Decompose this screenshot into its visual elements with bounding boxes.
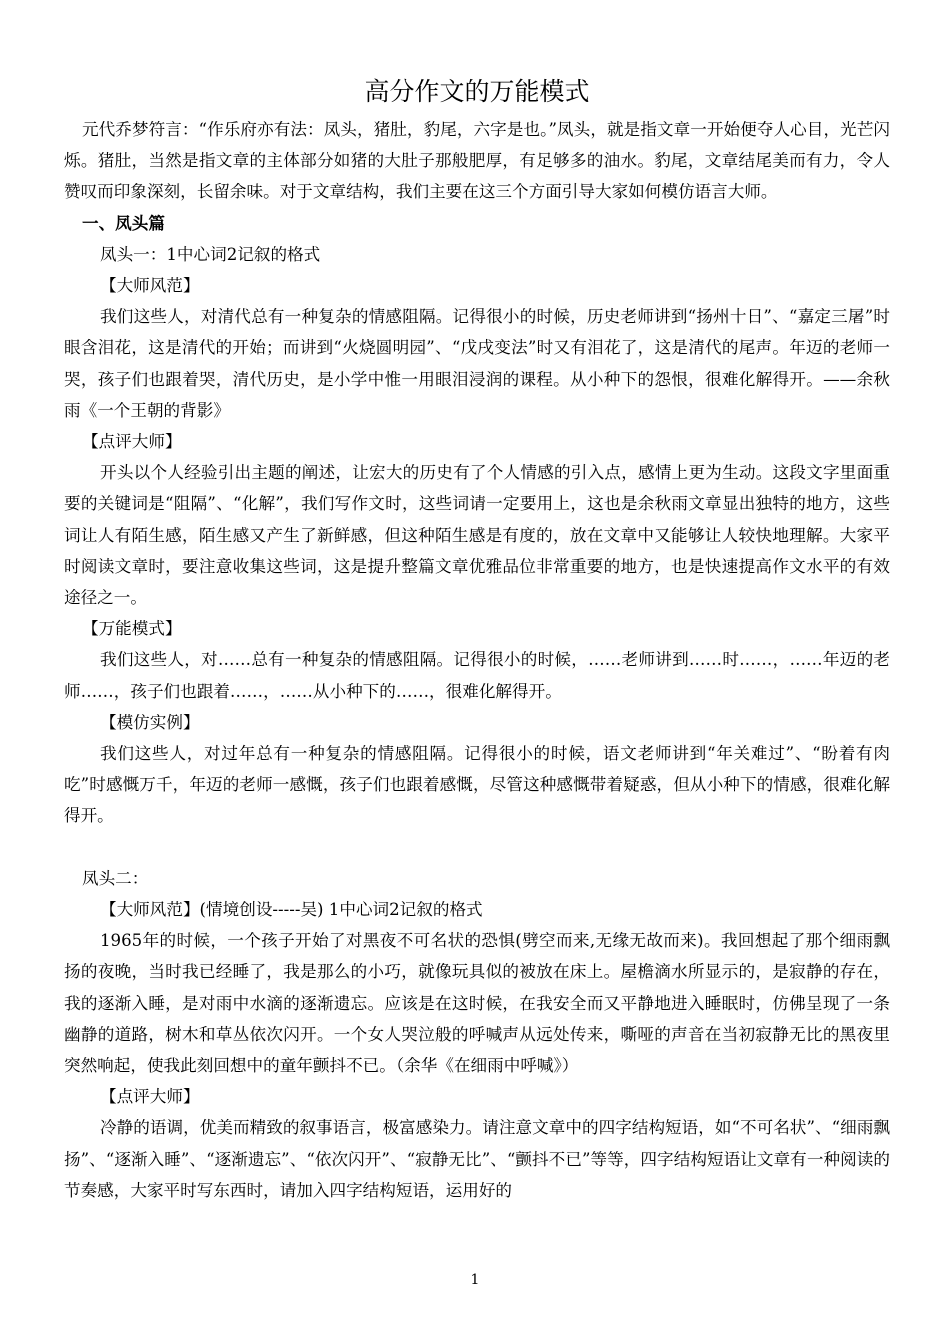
part1-review-label: 【点评大师】 [82,432,182,452]
part2-heading: 凤头二： [82,868,149,888]
part1-heading: 凤头一：1中心词2记叙的格式 [100,244,321,264]
page-number: 1 [470,1272,480,1288]
intro-paragraph: 元代乔梦符言：“作乐府亦有法：凤头，猪肚，豹尾，六字是也。”凤头，就是指文章一开始便夺人心目，光芒闪烁。猪肚，当然是指文章的主体部分如猪的大肚子那般肥厚，有足够多的油水。豹尾，文章结尾美而有力，令人赞叹而印象深刻，长留余味。对于文章结构，我们主要在这三个方面引导大家如何模仿语言大师。 [64,120,890,202]
document-title: 高分作文的万能模式 [364,77,590,106]
part1-imitation-text: 我们这些人，对过年总有一种复杂的情感阻隔。记得很小的时候，语文老师讲到“年关难过”、“盼着有肉吃”时感慨万千，年迈的老师一感慨，孩子们也跟着感慨，尽管这种感慨带着疑惑，但从小种下的情感，很难化解得开。 [64,744,890,826]
blank-line [64,832,890,863]
section-heading: 一、凤头篇 [82,212,165,233]
part1-template-label: 【万能模式】 [82,619,182,639]
part2-master-label: 【大师风范】(情境创设-----吴) 1中心词2记叙的格式 [100,900,483,920]
document-page [64,72,890,1206]
part1-master-label: 【大师风范】 [100,276,200,296]
part1-template-text: 我们这些人，对……总有一种复杂的情感阻隔。记得很小的时候，……老师讲到……时……，……年迈的老师……，孩子们也跟着……，……从小种下的……，很难化解得开。 [64,650,890,701]
part2-master-text: 1965年的时候，一个孩子开始了对黑夜不可名状的恐惧(劈空而来,无缘无故而来)。我回想起了那个细雨飘扬的夜晚，当时我已经睡了，我是那么的小巧，就像玩具似的被放在床上。屋檐滴水所显示的，是寂静的存在，我的逐渐入睡，是对雨中水滴的逐渐遗忘。应该是在这时候，在我安全而又平静地进入睡眠时，仿佛呈现了一条幽静的道路，树木和草丛依次闪开。一个女人哭泣般的呼喊声从远处传来，嘶哑的声音在当初寂静无比的黑夜里突然响起，使我此刻回想中的童年颤抖不已。（余华《在细雨中呼喊》） [64,931,890,1076]
part1-imitation-label: 【模仿实例】 [100,712,200,732]
part1-review-text: 开头以个人经验引出主题的阐述，让宏大的历史有了个人情感的引入点，感情上更为生动。这段文字里面重要的关键词是“阻隔”、“化解”，我们写作文时，这些词请一定要用上，这也是余秋雨文章显出独特的地方，这些词让人有陌生感，陌生感又产生了新鲜感，但这种陌生感是有度的，放在文章中又能够让人较快地理解。大家平时阅读文章时，要注意收集这些词，这是提升整篇文章优雅品位非常重要的地方，也是快速提高作文水平的有效途径之一。 [64,463,890,608]
part1-master-text: 我们这些人，对清代总有一种复杂的情感阻隔。记得很小的时候，历史老师讲到“扬州十日”、“嘉定三屠”时眼含泪花，这是清代的开始；而讲到“火烧圆明园”、“戊戌变法”时又有泪花了，这是清代的尾声。年迈的老师一哭，孩子们也跟着哭，清代历史，是小学中惟一用眼泪浸润的课程。从小种下的怨恨，很难化解得开。——余秋雨《一个王朝的背影》 [64,307,890,420]
part2-review-label: 【点评大师】 [100,1087,200,1107]
part2-review-text: 冷静的语调，优美而精致的叙事语言，极富感染力。请注意文章中的四字结构短语，如“不可名状”、“细雨飘扬”、“逐渐入睡”、“逐渐遗忘”、“依次闪开”、“寂静无比”、“颤抖不已”等等，四字结构短语让文章有一种阅读的节奏感，大家平时写东西时，请加入四字结构短语，运用好的 [64,1118,890,1200]
